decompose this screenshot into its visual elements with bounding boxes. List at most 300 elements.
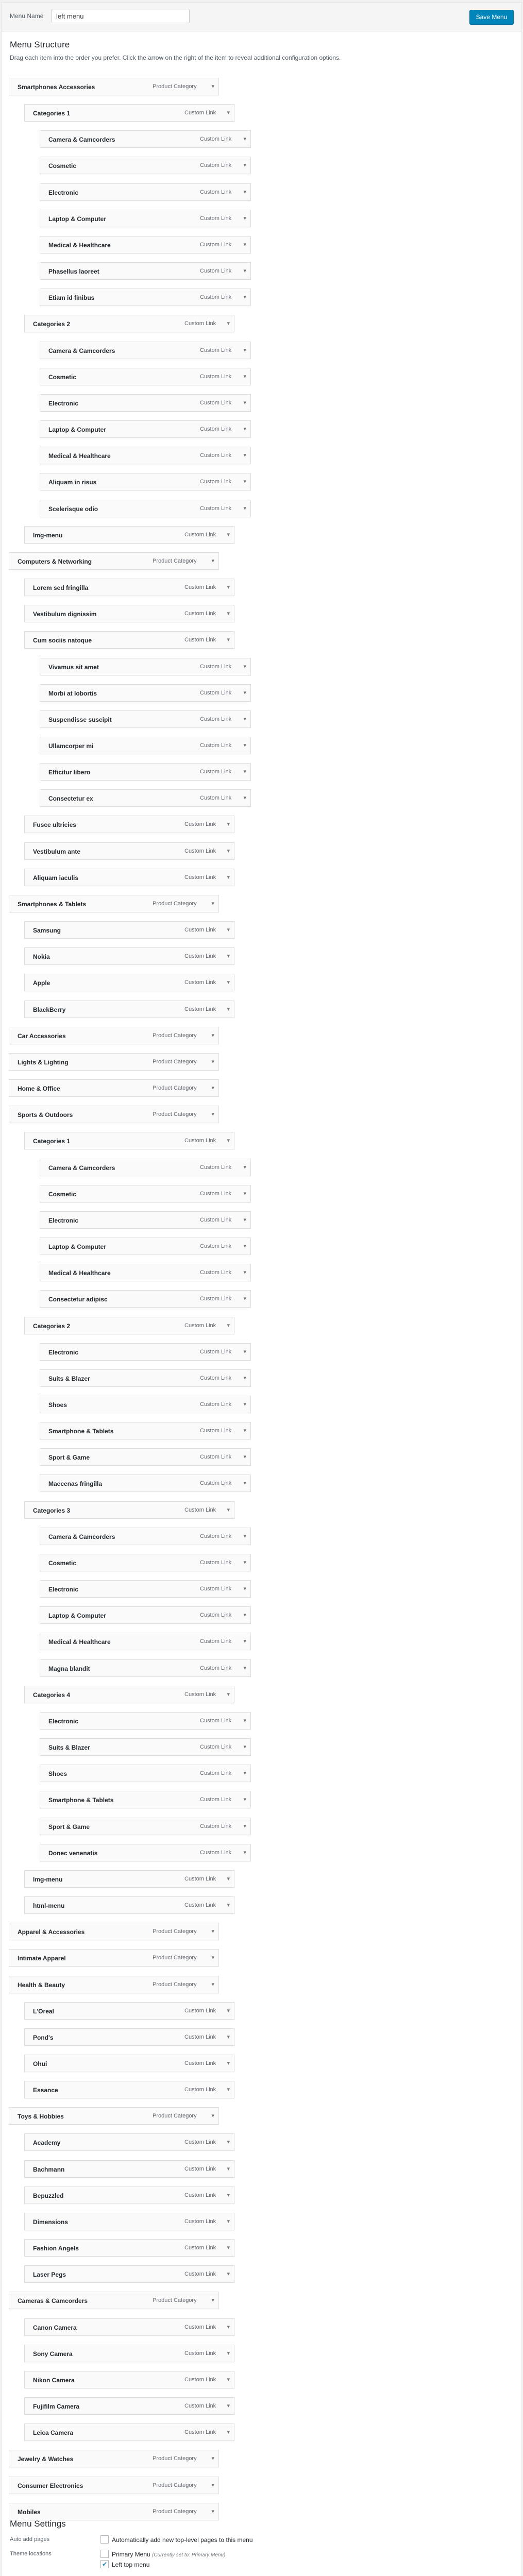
expand-arrow-icon[interactable]: ▾ <box>243 1586 246 1592</box>
menu-item[interactable] <box>24 974 234 991</box>
expand-arrow-icon[interactable]: ▾ <box>227 2377 230 2383</box>
menu-item-type: Custom Link <box>200 795 232 801</box>
expand-arrow-icon[interactable]: ▾ <box>227 611 230 617</box>
menu-item[interactable] <box>40 1738 251 1756</box>
menu-item-type: Custom Link <box>200 1586 232 1592</box>
menu-item-title: Camera & Camcorders <box>48 1164 115 1172</box>
menu-item[interactable] <box>40 1765 251 1782</box>
menu-item-type: Custom Link <box>200 1744 232 1750</box>
menu-item[interactable] <box>40 236 251 253</box>
expand-arrow-icon[interactable]: ▾ <box>243 1375 246 1381</box>
expand-arrow-icon[interactable]: ▾ <box>227 979 230 986</box>
expand-arrow-icon[interactable]: ▾ <box>227 2218 230 2225</box>
expand-arrow-icon[interactable]: ▾ <box>243 347 246 353</box>
menu-item-type: Custom Link <box>200 400 232 406</box>
menu-item-title: Computers & Networking <box>18 558 92 565</box>
menu-item-title: Vivamus sit amet <box>48 664 99 671</box>
expand-arrow-icon[interactable]: ▾ <box>243 1243 246 1249</box>
menu-item-title: Magna blandit <box>48 1665 90 1672</box>
menu-item[interactable] <box>24 2371 234 2388</box>
menu-item-title: Electronic <box>48 1349 79 1356</box>
menu-item-type: Custom Link <box>200 1428 232 1434</box>
menu-item-type: Custom Link <box>200 1375 232 1381</box>
menu-item[interactable] <box>40 1343 251 1361</box>
menu-item[interactable] <box>9 2477 219 2494</box>
menu-item-title: Intimate Apparel <box>18 1955 66 1962</box>
menu-item-title: Laser Pegs <box>33 2271 66 2278</box>
expand-arrow-icon[interactable]: ▾ <box>243 400 246 406</box>
menu-item[interactable] <box>24 842 234 860</box>
expand-arrow-icon[interactable]: ▾ <box>227 848 230 854</box>
menu-item[interactable] <box>40 289 251 306</box>
expand-arrow-icon[interactable]: ▾ <box>243 1454 246 1460</box>
expand-arrow-icon[interactable]: ▾ <box>211 2113 214 2119</box>
expand-arrow-icon[interactable]: ▾ <box>243 1823 246 1829</box>
expand-arrow-icon[interactable]: ▾ <box>227 1323 230 1329</box>
menu-item[interactable] <box>24 2187 234 2204</box>
menu-settings-title: Menu Settings <box>10 2519 66 2529</box>
menu-item[interactable] <box>40 183 251 201</box>
menu-item[interactable] <box>24 2081 234 2098</box>
menu-item-title: Scelerisque odio <box>48 505 98 513</box>
expand-arrow-icon[interactable]: ▾ <box>227 953 230 959</box>
expand-arrow-icon[interactable]: ▾ <box>211 1059 214 1065</box>
menu-item[interactable] <box>40 342 251 359</box>
menu-item-title: Camera & Camcorders <box>48 1533 115 1540</box>
menu-item[interactable] <box>40 1422 251 1439</box>
menu-item-type: Custom Link <box>200 374 232 380</box>
menu-item-type: Product Category <box>153 2297 197 2303</box>
menu-item[interactable] <box>40 1396 251 1413</box>
menu-item[interactable] <box>40 763 251 781</box>
expand-arrow-icon[interactable]: ▾ <box>243 690 246 696</box>
menu-item-type: Custom Link <box>184 874 216 880</box>
menu-item[interactable] <box>40 658 251 675</box>
menu-item[interactable] <box>40 1448 251 1466</box>
menu-item-title: Smartphone & Tablets <box>48 1428 114 1435</box>
menu-item-title: Lorem sed fringilla <box>33 584 89 591</box>
menu-item-type: Custom Link <box>184 979 216 986</box>
menu-item-type: Custom Link <box>200 294 232 300</box>
expand-arrow-icon[interactable]: ▾ <box>243 1164 246 1171</box>
expand-arrow-icon[interactable]: ▾ <box>227 2166 230 2172</box>
menu-item[interactable] <box>24 605 234 622</box>
menu-item-title: Cameras & Camcorders <box>18 2297 88 2304</box>
expand-arrow-icon[interactable]: ▾ <box>227 1006 230 1012</box>
menu-item-type: Product Category <box>153 1955 197 1961</box>
menu-item-type: Custom Link <box>200 716 232 722</box>
menu-item[interactable] <box>40 1659 251 1677</box>
menu-item-title: Smartphone & Tablets <box>48 1797 114 1804</box>
menu-item-type: Custom Link <box>184 927 216 933</box>
expand-arrow-icon[interactable]: ▾ <box>211 1955 214 1961</box>
menu-item[interactable] <box>40 684 251 702</box>
expand-arrow-icon[interactable]: ▾ <box>243 1533 246 1539</box>
expand-arrow-icon[interactable]: ▾ <box>227 2192 230 2198</box>
expand-arrow-icon[interactable]: ▾ <box>243 1191 246 1197</box>
menu-item[interactable] <box>24 1686 234 1703</box>
menu-item-title: Fujifilm Camera <box>33 2403 80 2410</box>
menu-item-type: Custom Link <box>200 1665 232 1671</box>
expand-arrow-icon[interactable]: ▾ <box>227 2034 230 2040</box>
menu-item-type: Custom Link <box>184 2166 216 2172</box>
menu-item[interactable] <box>24 579 234 596</box>
menu-item-type: Custom Link <box>200 1401 232 1408</box>
expand-arrow-icon[interactable]: ▾ <box>243 1296 246 1302</box>
expand-arrow-icon[interactable]: ▾ <box>243 1217 246 1223</box>
expand-arrow-icon[interactable]: ▾ <box>227 2429 230 2435</box>
menu-item[interactable] <box>40 789 251 807</box>
expand-arrow-icon[interactable]: ▾ <box>243 162 246 168</box>
expand-arrow-icon[interactable]: ▾ <box>243 452 246 459</box>
expand-arrow-icon[interactable]: ▾ <box>227 1691 230 1698</box>
menu-structure-description: Drag each item into the order you prefer. Click the arrow on the right of the item to reveal additional configuration options. <box>10 54 341 61</box>
menu-item[interactable] <box>24 2239 234 2257</box>
menu-item-title: Medical & Healthcare <box>48 242 111 249</box>
menu-item[interactable] <box>9 552 219 570</box>
expand-arrow-icon[interactable]: ▾ <box>243 769 246 775</box>
menu-item[interactable] <box>24 2318 234 2336</box>
theme-locations-label: Theme locations <box>10 2551 52 2557</box>
menu-item[interactable] <box>40 1580 251 1598</box>
expand-arrow-icon[interactable]: ▾ <box>227 874 230 880</box>
menu-item-title: Cosmetic <box>48 162 77 170</box>
menu-item[interactable] <box>24 947 234 965</box>
expand-arrow-icon[interactable]: ▾ <box>243 136 246 142</box>
menu-item[interactable] <box>40 1211 251 1229</box>
expand-arrow-icon[interactable]: ▾ <box>211 1981 214 1988</box>
expand-arrow-icon[interactable]: ▾ <box>227 1138 230 1144</box>
menu-item-title: Health & Beauty <box>18 1981 65 1989</box>
location-primary-checkbox[interactable] <box>100 2550 109 2558</box>
menu-item-type: Product Category <box>153 901 197 907</box>
menu-item[interactable] <box>40 1606 251 1624</box>
expand-arrow-icon[interactable]: ▾ <box>227 2350 230 2357</box>
menu-item-type: Custom Link <box>200 1638 232 1645</box>
expand-arrow-icon[interactable]: ▾ <box>243 716 246 722</box>
expand-arrow-icon[interactable]: ▾ <box>227 1876 230 1882</box>
expand-arrow-icon[interactable]: ▾ <box>227 821 230 827</box>
expand-arrow-icon[interactable]: ▾ <box>211 901 214 907</box>
menu-item-title: Electronic <box>48 1586 79 1593</box>
menu-item[interactable] <box>24 869 234 886</box>
expand-arrow-icon[interactable]: ▾ <box>243 1797 246 1803</box>
menu-item-type: Custom Link <box>184 2060 216 2066</box>
menu-item[interactable] <box>40 394 251 412</box>
menu-item[interactable] <box>9 1106 219 1123</box>
menu-item-title: Categories 2 <box>33 320 71 328</box>
menu-item-type: Product Category <box>153 1928 197 1935</box>
expand-arrow-icon[interactable]: ▾ <box>211 1085 214 1091</box>
menu-item-type: Product Category <box>153 1981 197 1988</box>
menu-item[interactable] <box>24 1132 234 1149</box>
expand-arrow-icon[interactable]: ▾ <box>227 2139 230 2145</box>
menu-item-title: Laptop & Computer <box>48 1612 106 1619</box>
menu-item[interactable] <box>40 368 251 385</box>
menu-item-type: Custom Link <box>200 1718 232 1724</box>
menu-item[interactable] <box>40 1475 251 1492</box>
menu-item-type: Custom Link <box>200 1454 232 1460</box>
menu-item-type: Custom Link <box>184 1006 216 1012</box>
expand-arrow-icon[interactable]: ▾ <box>211 2297 214 2303</box>
menu-item-type: Custom Link <box>184 2271 216 2277</box>
menu-item[interactable] <box>24 1501 234 1519</box>
save-menu-button-top[interactable]: Save Menu <box>469 10 514 24</box>
menu-item-title: Medical & Healthcare <box>48 452 111 460</box>
menu-item-title: html-menu <box>33 1902 65 1909</box>
menu-item[interactable] <box>24 1896 234 1914</box>
menu-item[interactable] <box>40 130 251 148</box>
expand-arrow-icon[interactable]: ▾ <box>227 110 230 116</box>
expand-arrow-icon[interactable]: ▾ <box>243 1349 246 1355</box>
location-left-top-check-icon: ✔ <box>102 2561 108 2568</box>
menu-item-title: Home & Office <box>18 1085 60 1092</box>
menu-item[interactable] <box>40 1185 251 1202</box>
expand-arrow-icon[interactable]: ▾ <box>227 532 230 538</box>
menu-item[interactable] <box>40 1554 251 1571</box>
menu-item-type: Custom Link <box>200 1560 232 1566</box>
menu-item-title: Phasellus laoreet <box>48 268 99 275</box>
menu-item[interactable] <box>9 2107 219 2125</box>
expand-arrow-icon[interactable]: ▾ <box>243 242 246 248</box>
menu-item[interactable] <box>9 895 219 912</box>
menu-item[interactable] <box>24 315 234 332</box>
location-left-top-checkbox[interactable] <box>100 2560 109 2568</box>
menu-item[interactable] <box>24 526 234 544</box>
menu-item-title: Shoes <box>48 1770 68 1777</box>
menu-item-type: Custom Link <box>200 347 232 353</box>
menu-item[interactable] <box>24 2345 234 2362</box>
expand-arrow-icon[interactable]: ▾ <box>211 2455 214 2462</box>
menu-item-title: Laptop & Computer <box>48 1243 106 1250</box>
menu-item[interactable] <box>9 1923 219 1940</box>
expand-arrow-icon[interactable]: ▾ <box>243 1718 246 1724</box>
expand-arrow-icon[interactable]: ▾ <box>243 1665 246 1671</box>
menu-item[interactable] <box>40 210 251 227</box>
expand-arrow-icon[interactable]: ▾ <box>227 1902 230 1908</box>
menu-item[interactable] <box>24 2160 234 2178</box>
expand-arrow-icon[interactable]: ▾ <box>227 2245 230 2251</box>
menu-item[interactable] <box>40 420 251 438</box>
menu-name-input[interactable] <box>52 9 190 23</box>
expand-arrow-icon[interactable]: ▾ <box>243 505 246 512</box>
menu-item[interactable] <box>24 921 234 939</box>
menu-item[interactable] <box>24 631 234 649</box>
menu-item-type: Product Category <box>153 1032 197 1039</box>
expand-arrow-icon[interactable]: ▾ <box>243 1560 246 1566</box>
menu-item-title: Pond's <box>33 2034 54 2041</box>
menu-item-title: Efficitur libero <box>48 769 91 776</box>
menu-item[interactable] <box>40 1528 251 1545</box>
menu-item[interactable] <box>9 2450 219 2467</box>
menu-item-title: Consectetur adipisc <box>48 1296 108 1303</box>
expand-arrow-icon[interactable]: ▾ <box>243 1480 246 1486</box>
menu-item-type: Custom Link <box>184 611 216 617</box>
menu-item-type: Custom Link <box>200 1296 232 1302</box>
menu-item[interactable] <box>40 1238 251 1255</box>
menu-item-title: Categories 4 <box>33 1691 71 1699</box>
expand-arrow-icon[interactable]: ▾ <box>227 2060 230 2066</box>
expand-arrow-icon[interactable]: ▾ <box>243 1428 246 1434</box>
expand-arrow-icon[interactable]: ▾ <box>227 2087 230 2093</box>
menu-item[interactable] <box>9 1949 219 1967</box>
menu-item[interactable] <box>9 78 219 95</box>
expand-arrow-icon[interactable]: ▾ <box>243 1401 246 1408</box>
menu-item-title: Camera & Camcorders <box>48 347 115 354</box>
menu-item-type: Custom Link <box>184 848 216 854</box>
menu-editor-frame <box>1 2 522 2576</box>
menu-item-type: Product Category <box>153 1085 197 1091</box>
expand-arrow-icon[interactable]: ▾ <box>243 1638 246 1645</box>
menu-item[interactable] <box>9 1053 219 1071</box>
expand-arrow-icon[interactable]: ▾ <box>227 637 230 643</box>
menu-item[interactable] <box>24 816 234 833</box>
menu-item-type: Custom Link <box>200 1243 232 1249</box>
menu-item-type: Custom Link <box>200 1217 232 1223</box>
menu-item-title: Categories 1 <box>33 1138 71 1145</box>
menu-item[interactable] <box>24 1001 234 1018</box>
menu-item[interactable] <box>24 104 234 122</box>
menu-item[interactable] <box>9 1079 219 1097</box>
expand-arrow-icon[interactable]: ▾ <box>227 2271 230 2277</box>
expand-arrow-icon[interactable]: ▾ <box>227 927 230 933</box>
menu-item-title: Sports & Outdoors <box>18 1111 73 1118</box>
menu-item-title: BlackBerry <box>33 1006 66 1013</box>
menu-item-type: Custom Link <box>184 532 216 538</box>
menu-item-title: Consectetur ex <box>48 795 93 802</box>
menu-item-title: Suspendisse suscipit <box>48 716 112 723</box>
menu-item-title: Fashion Angels <box>33 2245 79 2252</box>
menu-item[interactable] <box>40 500 251 517</box>
expand-arrow-icon[interactable]: ▾ <box>243 294 246 300</box>
menu-item-type: Custom Link <box>184 2245 216 2251</box>
expand-arrow-icon[interactable]: ▾ <box>211 2482 214 2488</box>
menu-item-title: Dimensions <box>33 2218 69 2226</box>
menu-item-title: Consumer Electronics <box>18 2482 83 2489</box>
expand-arrow-icon[interactable]: ▾ <box>243 479 246 485</box>
menu-item[interactable] <box>24 1317 234 1334</box>
menu-item[interactable] <box>40 1159 251 1176</box>
expand-arrow-icon[interactable]: ▾ <box>243 426 246 432</box>
menu-item[interactable] <box>24 1870 234 1888</box>
menu-item[interactable] <box>40 737 251 754</box>
menu-item[interactable] <box>40 1633 251 1650</box>
menu-item[interactable] <box>40 447 251 464</box>
menu-item-type: Custom Link <box>184 584 216 590</box>
menu-item[interactable] <box>24 2133 234 2151</box>
menu-item[interactable] <box>40 473 251 490</box>
menu-item-title: Suits & Blazer <box>48 1744 90 1751</box>
expand-arrow-icon[interactable]: ▾ <box>243 795 246 801</box>
menu-item[interactable] <box>9 1027 219 1044</box>
menu-item[interactable] <box>24 2397 234 2415</box>
menu-item[interactable] <box>9 2503 219 2520</box>
menu-item[interactable] <box>40 1712 251 1730</box>
menu-item-title: Academy <box>33 2139 61 2146</box>
menu-item-type: Custom Link <box>200 742 232 749</box>
menu-item-title: Bachmann <box>33 2166 65 2173</box>
menu-item-title: Fusce ultricies <box>33 821 77 828</box>
expand-arrow-icon[interactable]: ▾ <box>243 742 246 749</box>
location-primary-name: Primary Menu <box>112 2551 150 2558</box>
menu-item[interactable] <box>9 2292 219 2309</box>
menu-item-type: Custom Link <box>200 1269 232 1276</box>
expand-arrow-icon[interactable]: ▾ <box>243 189 246 195</box>
menu-item[interactable] <box>24 2002 234 2020</box>
expand-arrow-icon[interactable]: ▾ <box>243 268 246 274</box>
expand-arrow-icon[interactable]: ▾ <box>227 584 230 590</box>
expand-arrow-icon[interactable]: ▾ <box>211 1032 214 1039</box>
menu-item[interactable] <box>24 2265 234 2283</box>
menu-item-type: Product Category <box>153 1059 197 1065</box>
menu-item[interactable] <box>9 1976 219 1993</box>
menu-item-type: Custom Link <box>184 2139 216 2145</box>
expand-arrow-icon[interactable]: ▾ <box>243 374 246 380</box>
menu-item-type: Custom Link <box>200 505 232 512</box>
expand-arrow-icon[interactable]: ▾ <box>227 1507 230 1513</box>
expand-arrow-icon[interactable]: ▾ <box>243 664 246 670</box>
menu-item-type: Custom Link <box>200 452 232 459</box>
expand-arrow-icon[interactable]: ▾ <box>243 215 246 222</box>
menu-item[interactable] <box>40 1791 251 1808</box>
expand-arrow-icon[interactable]: ▾ <box>243 1850 246 1856</box>
menu-item[interactable] <box>40 1818 251 1835</box>
menu-item-type: Product Category <box>153 558 197 564</box>
menu-item-title: Ullamcorper mi <box>48 742 94 750</box>
menu-item-title: Shoes <box>48 1401 68 1409</box>
menu-structure-title: Menu Structure <box>10 40 70 49</box>
menu-item[interactable] <box>24 2424 234 2441</box>
menu-item[interactable] <box>40 1844 251 1861</box>
menu-item-title: Sport & Game <box>48 1823 90 1831</box>
expand-arrow-icon[interactable]: ▾ <box>227 320 230 327</box>
menu-item[interactable] <box>40 1290 251 1308</box>
expand-arrow-icon[interactable]: ▾ <box>243 1269 246 1276</box>
expand-arrow-icon[interactable]: ▾ <box>243 1770 246 1776</box>
menu-item[interactable] <box>40 262 251 280</box>
menu-item-type: Custom Link <box>200 136 232 142</box>
menu-item-type: Custom Link <box>184 1138 216 1144</box>
expand-arrow-icon[interactable]: ▾ <box>227 2403 230 2409</box>
menu-item[interactable] <box>40 1369 251 1387</box>
location-left-top-label: Left top menu <box>112 2561 150 2568</box>
menu-item[interactable] <box>40 1264 251 1281</box>
expand-arrow-icon[interactable]: ▾ <box>227 2324 230 2330</box>
menu-item[interactable] <box>40 157 251 174</box>
menu-item[interactable] <box>24 2028 234 2046</box>
expand-arrow-icon[interactable]: ▾ <box>211 1928 214 1935</box>
expand-arrow-icon[interactable]: ▾ <box>227 2008 230 2014</box>
menu-item-type: Custom Link <box>200 1164 232 1171</box>
expand-arrow-icon[interactable]: ▾ <box>211 83 214 90</box>
expand-arrow-icon[interactable]: ▾ <box>211 1111 214 1117</box>
menu-item[interactable] <box>24 2055 234 2072</box>
menu-header <box>2 3 521 31</box>
menu-item-type: Custom Link <box>184 2218 216 2225</box>
menu-item-type: Custom Link <box>184 2008 216 2014</box>
expand-arrow-icon[interactable]: ▾ <box>211 2509 214 2515</box>
auto-add-checkbox[interactable] <box>100 2535 109 2544</box>
menu-item-title: Smartphones & Tablets <box>18 901 87 908</box>
menu-item-title: Electronic <box>48 1718 79 1725</box>
menu-item[interactable] <box>24 2213 234 2230</box>
menu-item[interactable] <box>40 710 251 728</box>
expand-arrow-icon[interactable]: ▾ <box>243 1612 246 1618</box>
menu-item-title: Bepuzzled <box>33 2192 64 2199</box>
expand-arrow-icon[interactable]: ▾ <box>243 1744 246 1750</box>
expand-arrow-icon[interactable]: ▾ <box>211 558 214 564</box>
menu-item-type: Product Category <box>153 83 197 90</box>
